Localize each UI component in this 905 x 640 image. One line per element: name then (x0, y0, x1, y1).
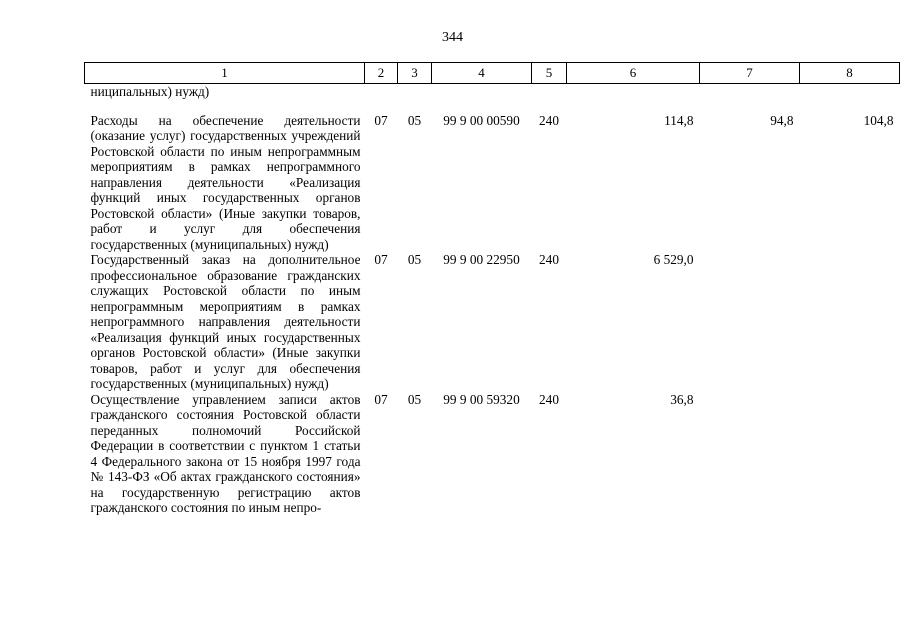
row-amount-6: 36,8 (670, 391, 694, 407)
budget-table (84, 62, 900, 516)
column-header-1: 1 (85, 63, 365, 84)
row-subsection: 05 (407, 112, 422, 128)
continuation-row (85, 84, 900, 100)
row-expense-type: 240 (539, 112, 559, 128)
row-expense-type: 240 (539, 252, 559, 267)
row-subsection: 05 (407, 391, 422, 407)
table-row (85, 100, 900, 253)
row-description: Расходы на обеспечение деятельности (оказание услуг) государственных учреждений Ростовской области по иным непрограммным мероприятиям в рамках непрограммного направления деятельности «Реализация функций иных государственных органов Ростовской области» (Иные закупки товаров, работ и услуг для обеспечения государственных (муниципальных) нужд) (90, 112, 361, 252)
row-target-article: 99 9 00 22950 (443, 252, 520, 267)
table-row (85, 392, 900, 516)
column-header-3: 3 (398, 63, 432, 84)
row-description: Государственный заказ на дополнительное профессиональное образование гражданских служащих Ростовской области по иным непрограммным мероприятиям в рамках непрограммного направления деятельности «Реализация функций иных государственных органов Ростовской области» (Иные закупки товаров, работ и услуг для обеспечения государственных (муниципальных) нужд) (90, 252, 361, 391)
row-target-article: 99 9 00 59320 (443, 391, 520, 407)
page-number: 344 (442, 30, 463, 45)
row-amount-6: 6 529,0 (653, 252, 694, 267)
row-section: 07 (374, 391, 388, 407)
column-header-7: 7 (700, 63, 800, 84)
row-amount-6: 114,8 (664, 112, 694, 128)
column-header-8: 8 (800, 63, 900, 84)
row-expense-type: 240 (539, 391, 559, 407)
row-amount-7 (700, 392, 800, 516)
header-row (85, 63, 900, 84)
row-amount-7: 94,8 (770, 112, 794, 128)
row-amount-8: 104,8 (863, 112, 894, 128)
row-amount-8 (800, 392, 900, 516)
column-header-6: 6 (567, 63, 700, 84)
row-section: 07 (374, 112, 388, 128)
row-description: Осуществление управлением записи актов гражданского состояния Ростовской области переданных полномочий Российской Федерации в соответствии с пунктом 1 статьи 4 Федерального закона от 15 ноября 1997 года № 143-ФЗ «Об актах гражданского состояния» на государственную регистрацию актов гражданского состояния по иным непро- (90, 391, 361, 515)
row-subsection: 05 (407, 252, 422, 267)
column-header-2: 2 (365, 63, 398, 84)
row-target-article: 99 9 00 00590 (443, 112, 520, 128)
continuation-text: ниципальных) нужд) (90, 84, 210, 99)
row-amount-7 (700, 252, 800, 392)
column-header-5: 5 (532, 63, 567, 84)
row-amount-8 (800, 252, 900, 392)
table-row (85, 252, 900, 392)
column-header-4: 4 (432, 63, 532, 84)
row-section: 07 (374, 252, 388, 267)
